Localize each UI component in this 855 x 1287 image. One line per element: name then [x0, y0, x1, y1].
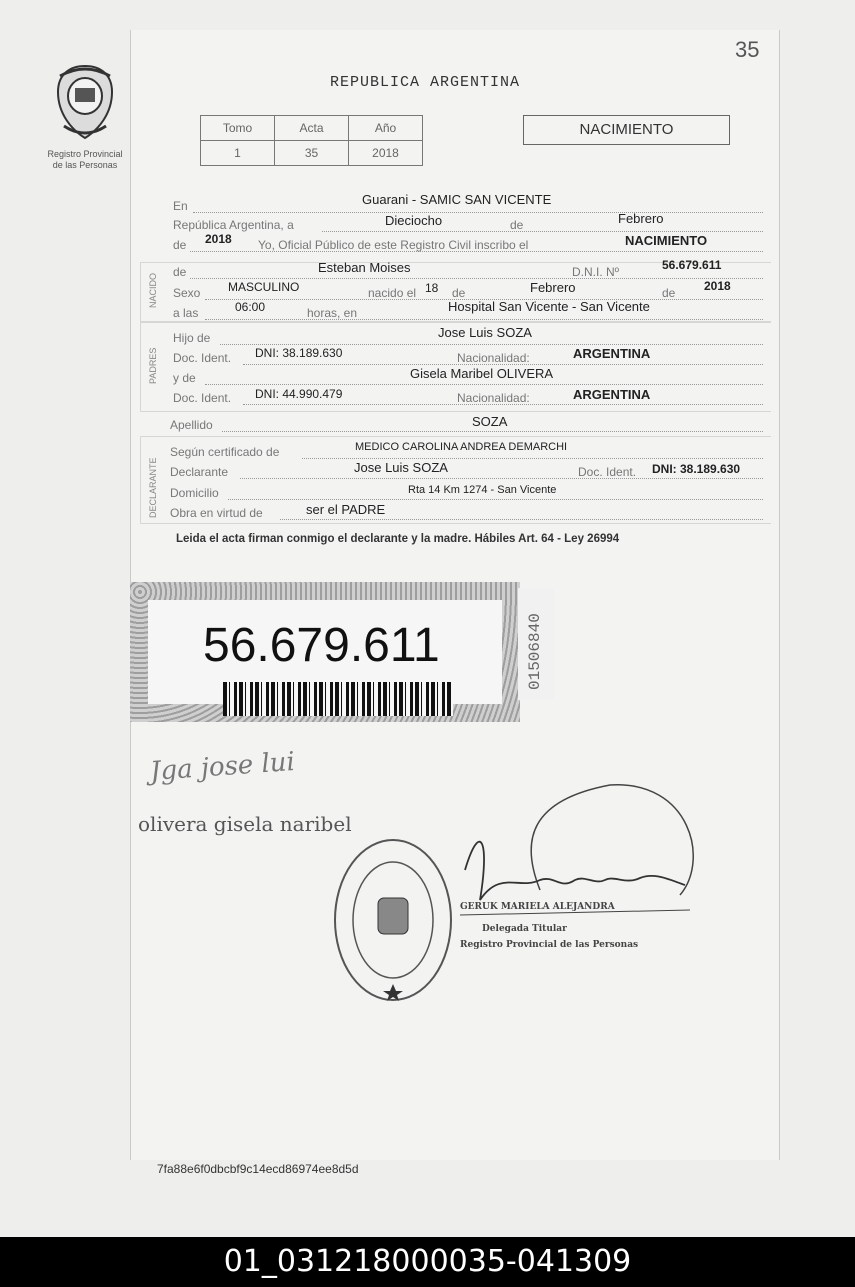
day-words-value: Dieciocho — [385, 213, 443, 228]
sexo-label: Sexo — [173, 286, 201, 300]
footer-code: 01_031218000035-041309 — [223, 1244, 632, 1279]
registry-logo — [40, 62, 130, 171]
nacionalidad-label: Nacionalidad: — [457, 351, 530, 365]
month-value: Febrero — [618, 211, 664, 226]
document-hash: 7fa88e6f0dbcbf9c14ecd86974ee8d5d — [157, 1162, 359, 1176]
document-title: REPUBLICA ARGENTINA — [330, 74, 521, 91]
apellido-label: Apellido — [170, 418, 213, 432]
sticker-side-code — [518, 588, 554, 700]
declarant-name-value: Jose Luis SOZA — [354, 460, 448, 475]
header-ano: Año — [349, 116, 423, 141]
value-tomo: 1 — [201, 141, 275, 166]
de-name-label: de — [173, 265, 187, 279]
header-acta: Acta — [275, 116, 349, 141]
mother-doc-value: DNI: 44.990.479 — [255, 387, 343, 401]
mother-name-value: Gisela Maribel OLIVERA — [410, 366, 554, 381]
child-name-value: Esteban Moises — [318, 260, 411, 275]
doc-ident-label-3: Doc. Ident. — [578, 465, 637, 479]
birth-month-value: Febrero — [530, 280, 576, 295]
coat-of-arms-icon — [50, 62, 120, 142]
nacionalidad-label-2: Nacionalidad: — [457, 391, 530, 405]
father-nationality-value: ARGENTINA — [573, 346, 651, 361]
segun-label: Según certificado de — [170, 445, 280, 459]
barcode-icon — [223, 682, 453, 716]
child-dni-value: 56.679.611 — [662, 258, 722, 272]
year-value: 2018 — [205, 232, 232, 246]
doc-ident-label-2: Doc. Ident. — [173, 391, 232, 405]
officer-text: Yo, Oficial Público de este Registro Civil inscribo el — [258, 238, 529, 252]
value-acta: 35 — [275, 141, 349, 166]
record-table — [200, 115, 423, 166]
declarant-doc-value: DNI: 38.189.630 — [652, 462, 741, 476]
father-signature: Jga jose lui — [149, 746, 296, 788]
inscribe-type-value: NACIMIENTO — [625, 233, 708, 248]
nacido-section-label: NACIDO — [148, 272, 158, 308]
record-type-box: NACIMIENTO — [523, 115, 730, 145]
logo-caption-line2: de las Personas — [52, 160, 118, 170]
hijo-de-label: Hijo de — [173, 331, 211, 345]
horas-label: horas, en — [307, 306, 358, 320]
doc-ident-label: Doc. Ident. — [173, 351, 232, 365]
place-value: Guarani - SAMIC SAN VICENTE — [362, 192, 552, 207]
value-ano: 2018 — [349, 141, 423, 166]
footer-bar — [0, 1237, 855, 1287]
de-label: de — [510, 218, 524, 232]
de-label-2: de — [173, 238, 187, 252]
sticker-number: 56.679.611 — [203, 619, 440, 672]
declarante-label: Declarante — [170, 465, 229, 479]
republica-label: República Argentina, a — [173, 218, 294, 232]
de-label-3: de — [452, 286, 466, 300]
y-de-label: y de — [173, 371, 196, 385]
declarante-section-label: DECLARANTE — [148, 457, 158, 518]
official-office: Registro Provincial de las Personas — [460, 940, 639, 950]
surname-value: SOZA — [472, 414, 508, 429]
a-las-label: a las — [173, 306, 199, 320]
en-label: En — [173, 199, 188, 213]
birth-year-value: 2018 — [704, 279, 731, 293]
certificate-value: MEDICO CAROLINA ANDREA DEMARCHI — [355, 441, 568, 453]
obra-label: Obra en virtud de — [170, 506, 263, 520]
official-name: GERUK MARIELA ALEJANDRA — [460, 902, 615, 912]
page-number: 35 — [735, 37, 760, 62]
father-name-value: Jose Luis SOZA — [438, 325, 532, 340]
sex-value: MASCULINO — [228, 280, 300, 294]
mother-nationality-value: ARGENTINA — [573, 387, 651, 402]
dni-sticker — [130, 582, 520, 722]
address-value: Rta 14 Km 1274 - San Vicente — [408, 484, 557, 496]
dni-label: D.N.I. Nº — [572, 265, 620, 279]
mother-signature: olivera gisela naribel — [138, 812, 352, 836]
registry-seal — [333, 838, 453, 1003]
birth-time-value: 06:00 — [235, 300, 266, 314]
official-role: Delegada Titular — [482, 924, 567, 934]
nacido-el-label: nacido el — [368, 286, 417, 300]
logo-caption-line1: Registro Provincial — [47, 149, 123, 159]
father-doc-value: DNI: 38.189.630 — [255, 346, 343, 360]
closing-note: Leida el acta firman conmigo el declarante y la madre. Hábiles Art. 64 - Ley 26994 — [176, 533, 620, 545]
header-tomo: Tomo — [201, 116, 275, 141]
sticker-side-code-text: 01506840 — [526, 613, 544, 690]
capacity-value: ser el PADRE — [306, 502, 386, 517]
birth-place-value: Hospital San Vicente - San Vicente — [448, 299, 650, 314]
padres-section-label: PADRES — [148, 347, 158, 384]
birth-day-value: 18 — [425, 281, 439, 295]
de-label-4: de — [662, 286, 676, 300]
domicilio-label: Domicilio — [170, 486, 219, 500]
